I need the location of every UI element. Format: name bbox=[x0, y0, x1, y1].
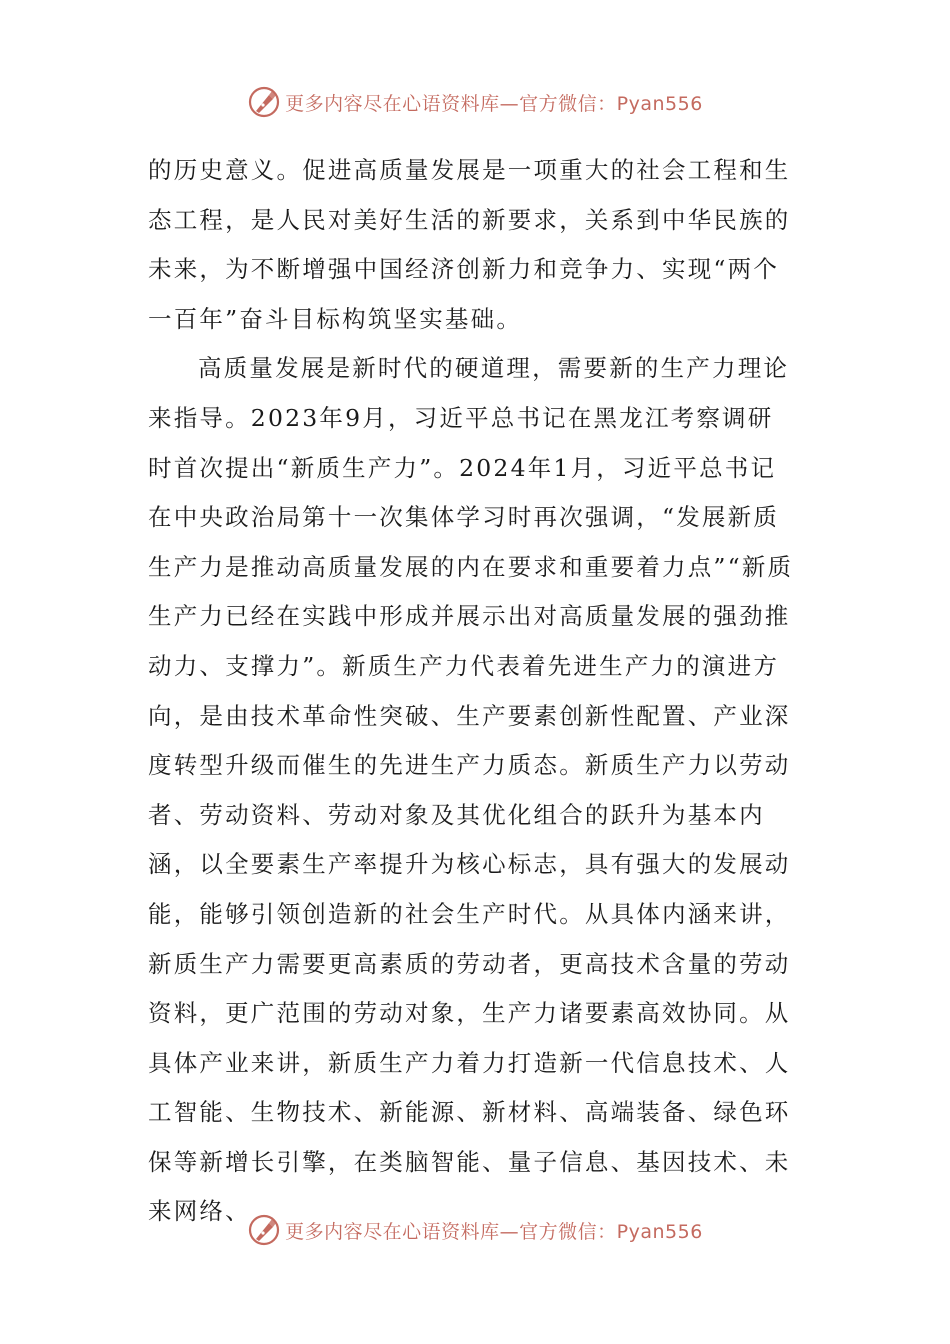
pen-nib-circle-icon bbox=[247, 85, 281, 119]
footer-watermark bbox=[0, 1208, 950, 1252]
document-body bbox=[148, 146, 798, 1237]
paragraph-2: 高质量发展是新时代的硬道理，需要新的生产力理论来指导。2023年9月，习近平总书记在黑龙江考察调研时首次提出“新质生产力”。2024年1月，习近平总书记在中央政治局第十一次集体学习时再次强调，“发展新质生产力是推动高质量发展的内在要求和重要着力点”“新质生产力已经在实践中形成并展示出对高质量发展的强劲推动力、支撑力”。新质生产力代表着先进生产力的演进方向，是由技术革命性突破、生产要素创新性配置、产业深度转型升级而催生的先进生产力质态。新质生产力以劳动者、劳动资料、劳动对象及其优化组合的跃升为基本内涵，以全要素生产率提升为核心标志，具有强大的发展动能，能够引领创造新的社会生产时代。从具体内涵来讲，新质生产力需要更高素质的劳动者，更高技术含量的劳动资料，更广范围的劳动对象，生产力诸要素高效协同。从具体产业来讲，新质生产力着力打造新一代信息技术、人工智能、生物技术、新能源、新材料、高端装备、绿色环保等新增长引擎，在类脑智能、量子信息、基因技术、未来网络、 bbox=[148, 354, 794, 1226]
pen-nib-circle-icon bbox=[247, 1213, 281, 1247]
watermark-text: 更多内容尽在心语资料库—官方微信：Pyan556 bbox=[285, 92, 703, 115]
watermark-text: 更多内容尽在心语资料库—官方微信：Pyan556 bbox=[285, 1220, 703, 1243]
paragraph-1: 的历史意义。促进高质量发展是一项重大的社会工程和生态工程，是人民对美好生活的新要求，关系到中华民族的未来，为不断增强中国经济创新力和竞争力、实现“两个一百年”奋斗目标构筑坚实基础。 bbox=[148, 156, 791, 333]
header-watermark bbox=[0, 80, 950, 124]
